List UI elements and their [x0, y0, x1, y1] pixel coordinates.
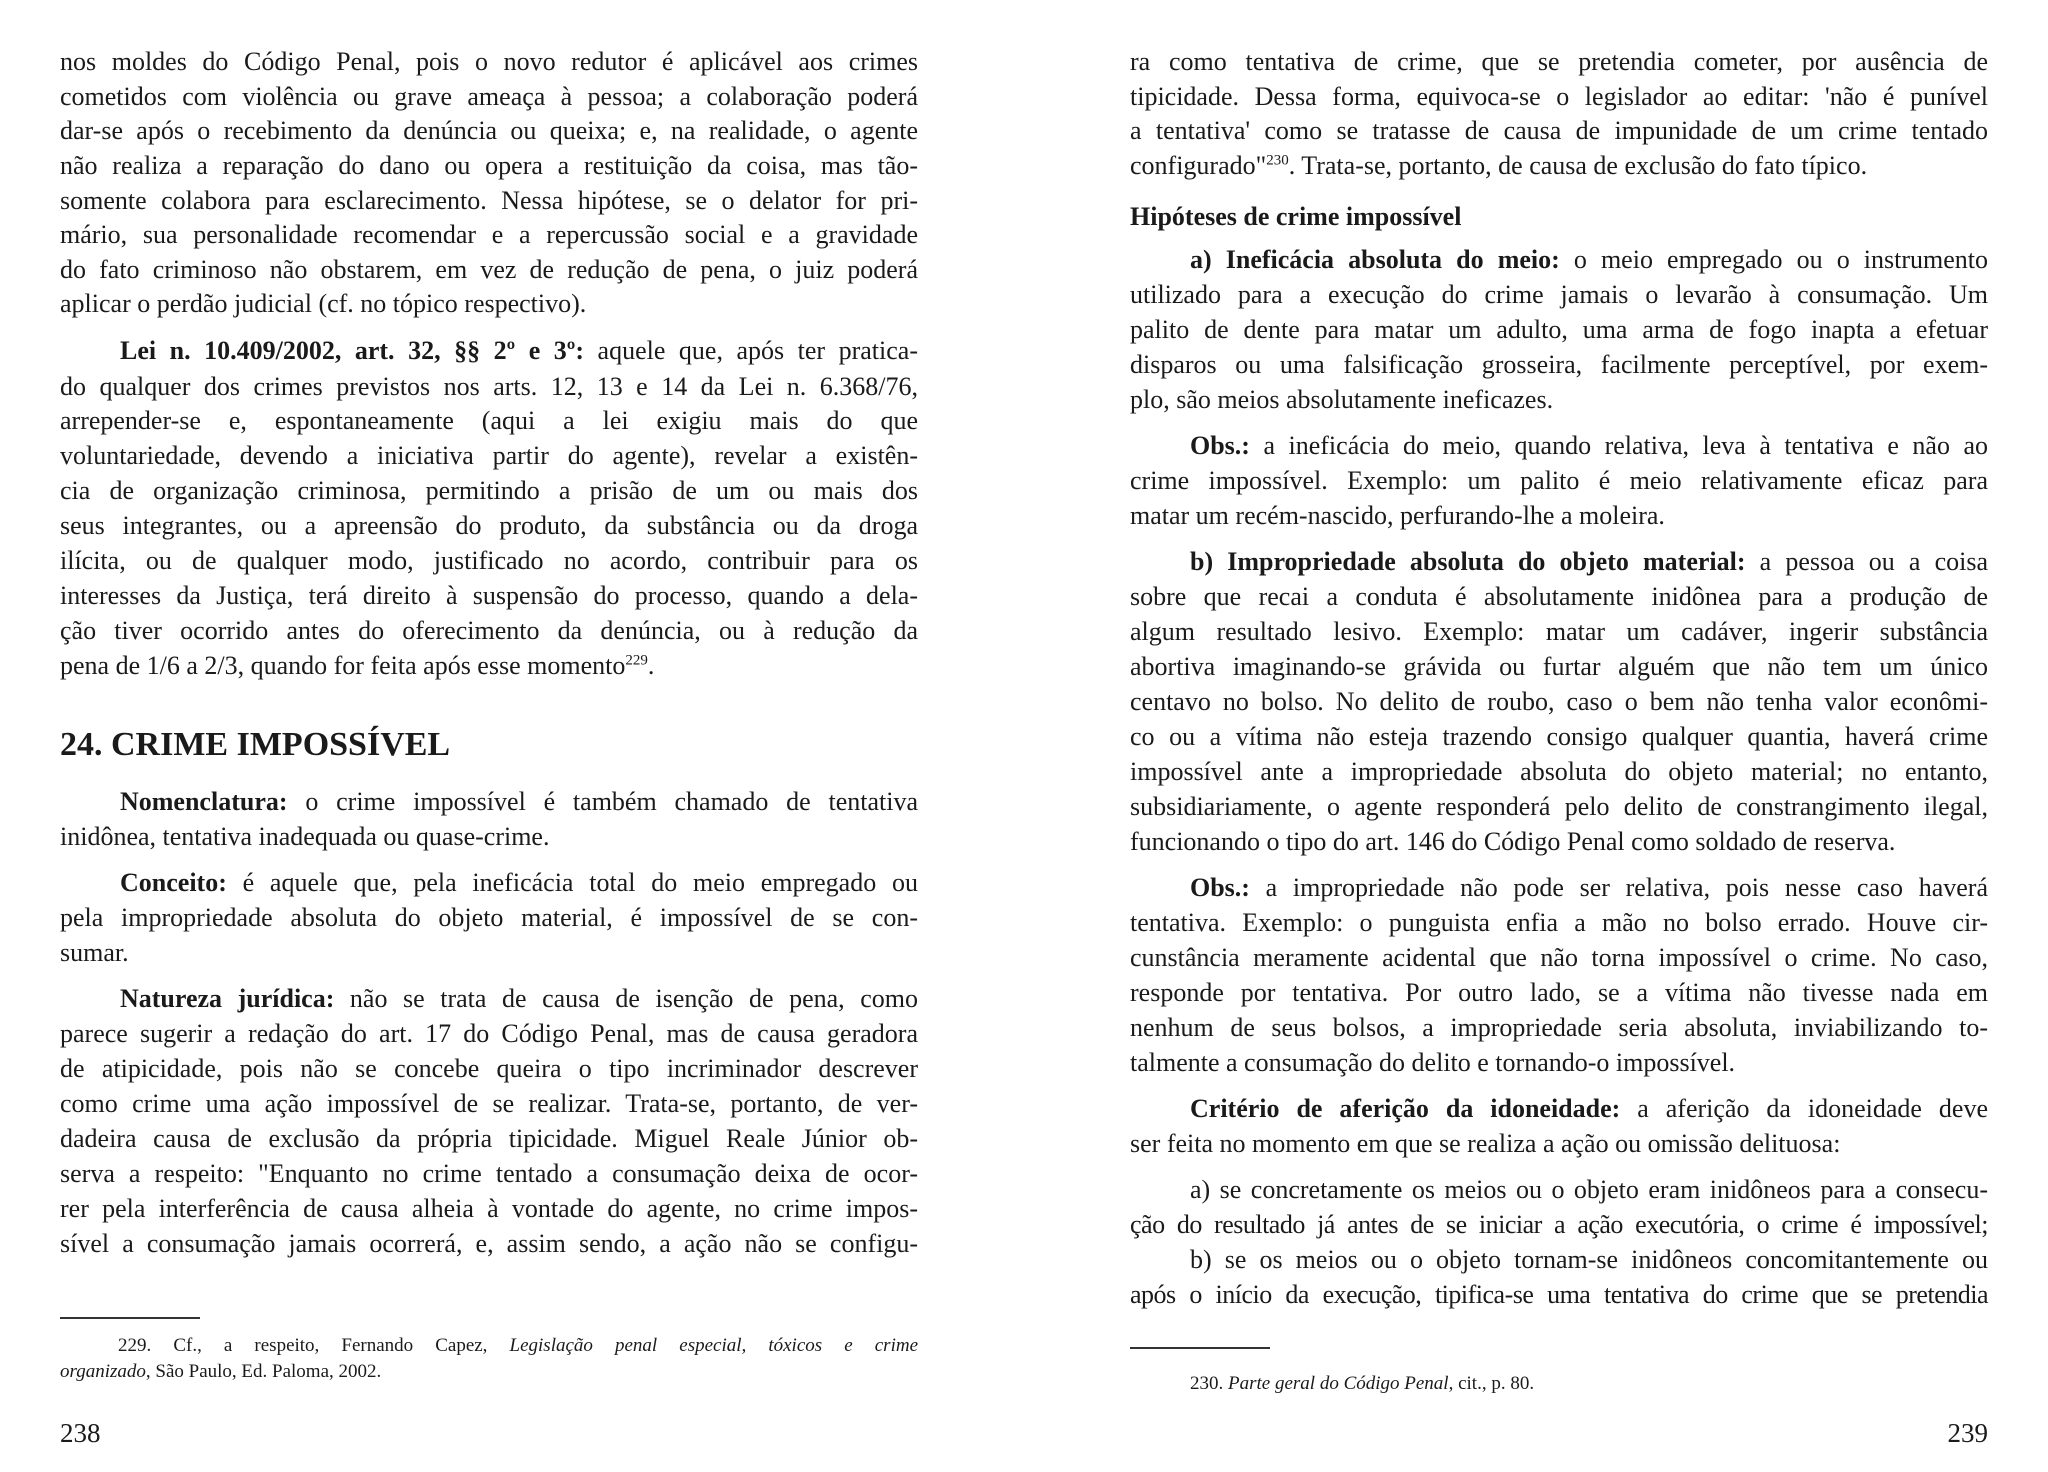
text-line: centavo no bolso. No delito de roubo, caso o bem não tenha valor econômi-	[1130, 687, 1988, 716]
text-line: não realiza a reparação do dano ou opera a restituição da coisa, mas tão-	[60, 151, 918, 180]
text-line: impossível ante a impropriedade absoluta do objeto material; no entanto,	[1130, 757, 1988, 786]
text-line: cunstância meramente acidental que não torna impossível o crime. No caso,	[1130, 943, 1988, 972]
text-line: ção tiver ocorrido antes do oferecimento da denúncia, ou à redução da	[60, 616, 918, 645]
text-line: co ou a vítima não esteja trazendo consigo qualquer quantia, haverá crime	[1130, 722, 1988, 751]
footnote-ref-230[interactable]: 230	[1266, 152, 1289, 169]
text-line: abortiva imaginando-se grávida ou furtar alguém que não tem um único	[1130, 652, 1988, 681]
footnote-ref-229[interactable]: 229	[625, 652, 648, 669]
footnote-230: 230. Parte geral do Código Penal, cit., p. 80.	[1190, 1373, 1535, 1394]
text-line: palito de dente para matar um adulto, uma arma de fogo inapta a efetuar	[1130, 315, 1988, 344]
text-line: sível a consumação jamais ocorrerá, e, assim sendo, a ação não se configu-	[60, 1229, 918, 1258]
criterio-first-line: Critério de aferição da idoneidade: a aferição da idoneidade deve	[1190, 1094, 1988, 1123]
lei-label: Lei n. 10.409/2002, art. 32, §§ 2º e 3º:	[120, 336, 585, 365]
conceito-first-line: Conceito: é aquele que, pela ineficácia total do meio empregado ou	[120, 868, 918, 897]
text-line: arrepender-se e, espontaneamente (aqui a lei exigiu mais do que	[60, 406, 918, 435]
text-line: talmente a consumação do delito e tornando-o impossível.	[1130, 1048, 1736, 1077]
text-line: pela impropriedade absoluta do objeto material, é impossível de se con-	[60, 903, 918, 932]
text-line: cia de organização criminosa, permitindo a prisão de um ou mais dos	[60, 476, 918, 505]
natureza-first-line: Natureza jurídica: não se trata de causa de isenção de pena, como	[120, 984, 918, 1013]
obs1-first-line: Obs.: a ineficácia do meio, quando relativa, leva à tentativa e não ao	[1190, 431, 1988, 460]
text-line: dadeira causa de exclusão da própria tipicidade. Miguel Reale Júnior ob-	[60, 1124, 918, 1153]
text-line: mário, sua personalidade recomendar e a repercussão social e a gravidade	[60, 220, 918, 249]
text-line: nenhum de seus bolsos, a impropriedade seria absoluta, inviabilizando to-	[1130, 1013, 1988, 1042]
text-line: cometidos com violência ou grave ameaça à pessoa; a colaboração poderá	[60, 82, 918, 111]
obs-label: Obs.:	[1190, 431, 1250, 460]
page-number: 239	[1947, 1418, 1988, 1448]
item-a-label: a) Ineficácia absoluta do meio:	[1190, 245, 1560, 274]
text-line: parece sugerir a redação do art. 17 do Código Penal, mas de causa geradora	[60, 1019, 918, 1048]
text-line: pena de 1/6 a 2/3, quando for feita após esse momento$^{229}$.	[60, 651, 655, 680]
text-line: dar-se após o recebimento da denúncia ou queixa; e, na realidade, o agente	[60, 116, 918, 145]
subsection-heading: Hipóteses de crime impossível	[1130, 202, 1462, 231]
footnote-229-cont: organizado, São Paulo, Ed. Paloma, 2002.	[60, 1361, 382, 1382]
text-line: sumar.	[60, 938, 129, 967]
text-line: interesses da Justiça, terá direito à suspensão do processo, quando a dela-	[60, 581, 918, 610]
text-line: configurado"$^{230}$. Trata-se, portanto, de causa de exclusão do fato típico.	[1130, 151, 1868, 180]
text-line: inidônea, tentativa inadequada ou quase-crime.	[60, 822, 550, 851]
left-page	[60, 0, 918, 1472]
text-line: funcionando o tipo do art. 146 do Código Penal como soldado de reserva.	[1130, 827, 1896, 856]
text-line: sobre que recai a conduta é absolutamente inidônea para a produção de	[1130, 582, 1988, 611]
text-line: ser feita no momento em que se realiza a ação ou omissão delituosa:	[1130, 1129, 1841, 1158]
text-line: rer pela interferência de causa alheia à vontade do agente, no crime impos-	[60, 1194, 918, 1223]
right-page	[1130, 0, 1988, 1472]
text-line: crime impossível. Exemplo: um palito é meio relativamente eficaz para	[1130, 466, 1988, 495]
text-line: após o início da execução, tipifica-se uma tentativa do crime que se pretendia	[1130, 1280, 1988, 1309]
text-line: ção do resultado já antes de se iniciar a ação executória, o crime é impossível;	[1130, 1210, 1988, 1239]
text-line: do qualquer dos crimes previstos nos arts. 12, 13 e 14 da Lei n. 6.368/76,	[60, 372, 918, 401]
text-line: ilícita, ou de qualquer modo, justificado no acordo, contribuir para os	[60, 546, 918, 575]
criterio-item-a: a) se concretamente os meios ou o objeto eram inidôneos para a consecu-	[1190, 1175, 1988, 1204]
obs-label: Obs.:	[1190, 873, 1250, 902]
footnote-divider	[1130, 1347, 1270, 1349]
lei-paragraph-first-line: Lei n. 10.409/2002, art. 32, §§ 2º e 3º: aquele que, após ter pratica-	[120, 336, 918, 365]
text-line: como crime uma ação impossível de se realizar. Trata-se, portanto, de ver-	[60, 1089, 918, 1118]
footnote-229: 229. Cf., a respeito, Fernando Capez, Legislação penal especial, tóxicos e crime	[118, 1335, 919, 1356]
text-line: tentativa. Exemplo: o punguista enfia a mão no bolso errado. Houve cir-	[1130, 908, 1988, 937]
text-line: serva a respeito: "Enquanto no crime tentado a consumação deixa de ocor-	[60, 1159, 918, 1188]
footnote-divider	[60, 1317, 200, 1319]
text-line: utilizado para a execução do crime jamais o levarão à consumação. Um	[1130, 280, 1988, 309]
text-line: matar um recém-nascido, perfurando-lhe a moleira.	[1130, 501, 1665, 530]
text-line: do fato criminoso não obstarem, em vez de redução de pena, o juiz poderá	[60, 255, 918, 284]
text-line: subsidiariamente, o agente responderá pelo delito de constrangimento ilegal,	[1130, 792, 1988, 821]
text-line: algum resultado lesivo. Exemplo: matar um cadáver, ingerir substância	[1130, 617, 1988, 646]
natureza-label: Natureza jurídica:	[120, 984, 335, 1013]
text-line: disparos ou uma falsificação grosseira, facilmente perceptível, por exem-	[1130, 350, 1988, 379]
text-line: nos moldes do Código Penal, pois o novo redutor é aplicável aos crimes	[60, 47, 918, 76]
page-number: 238	[60, 1418, 101, 1448]
nomenclatura-label: Nomenclatura:	[120, 787, 288, 816]
text-line: seus integrantes, ou a apreensão do produto, da substância ou da droga	[60, 511, 918, 540]
item-b-first-line: b) Impropriedade absoluta do objeto material: a pessoa ou a coisa	[1190, 547, 1988, 576]
section-heading: 24. CRIME IMPOSSÍVEL	[60, 726, 451, 763]
text-line: responde por tentativa. Por outro lado, se a vítima não tivesse nada em	[1130, 978, 1988, 1007]
text-line: de atipicidade, pois não se concebe queira o tipo incriminador descrever	[60, 1054, 918, 1083]
criterio-item-b: b) se os meios ou o objeto tornam-se inidôneos concomitantemente ou	[1190, 1245, 1988, 1274]
item-a-first-line: a) Ineficácia absoluta do meio: o meio empregado ou o instrumento	[1190, 245, 1989, 274]
item-b-label: b) Impropriedade absoluta do objeto material:	[1190, 547, 1746, 576]
text-line: a tentativa' como se tratasse de causa de impunidade de um crime tentado	[1130, 116, 1988, 145]
text-line: plo, são meios absolutamente ineficazes.	[1130, 385, 1554, 414]
text-line: tipicidade. Dessa forma, equivoca-se o legislador ao editar: 'não é punível	[1130, 82, 1988, 111]
nomenclatura-first-line: Nomenclatura: o crime impossível é também chamado de tentativa	[120, 787, 918, 816]
text-line: voluntariedade, devendo a iniciativa partir do agente), revelar a existên-	[60, 441, 918, 470]
text-line: somente colabora para esclarecimento. Nessa hipótese, se o delator for pri-	[60, 186, 918, 215]
conceito-label: Conceito:	[120, 868, 227, 897]
text-line: aplicar o perdão judicial (cf. no tópico respectivo).	[60, 289, 587, 318]
text-line: ra como tentativa de crime, que se pretendia cometer, por ausência de	[1130, 47, 1988, 76]
criterio-label: Critério de aferição da idoneidade:	[1190, 1094, 1621, 1123]
obs2-first-line: Obs.: a impropriedade não pode ser relativa, pois nesse caso haverá	[1190, 873, 1988, 902]
